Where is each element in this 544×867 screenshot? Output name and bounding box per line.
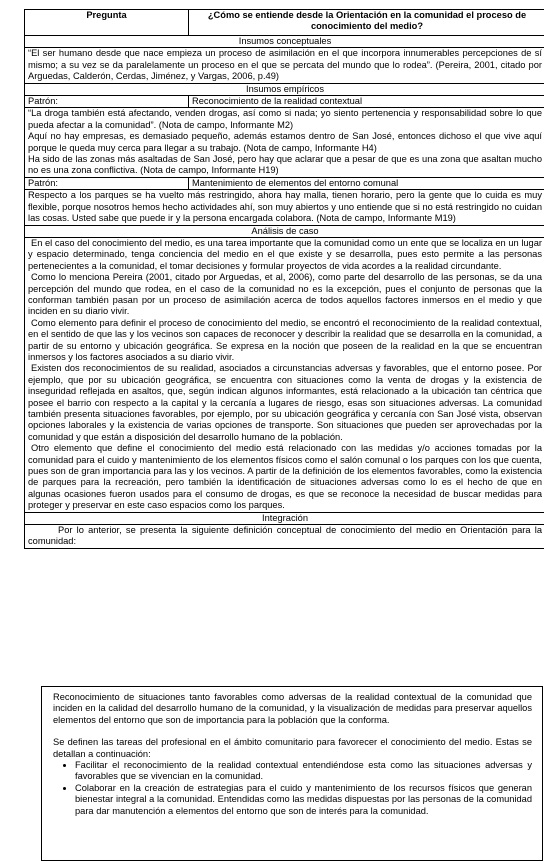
section-row — [25, 83, 544, 95]
spacer — [53, 726, 532, 737]
table-header-row — [25, 10, 544, 36]
section-content-row — [25, 190, 544, 225]
tasks-intro: Se definen las tareas del profesional en el ámbito comunitario para favorecer el conocimiento del medio. Estas se detallan a continuación: — [53, 737, 532, 759]
analysis-paragraph: En el caso del conocimiento del medio, es una tarea importante que la comunidad como un ente que se localiza en un lugar y espacio determinado, tenga conciencia del medio en el que existe y se desarrolla, pues esto permite a las personas pertenecientes a la comunidad, el tomar decisiones y formular proyectos de vida acordes a la realidad circundante. — [28, 237, 542, 271]
tasks-list — [53, 760, 532, 817]
field-note-quote: Ha sido de las zonas más asaltadas de San José, pero hay que aclarar que a pesar de que es una zona que asaltan mucho no es una zona conflictiva. (Nota de campo, Informante H19) — [28, 154, 542, 176]
section-content-row — [25, 108, 544, 177]
analysis-paragraph: Como elemento para definir el proceso de conocimiento del medio, se encontró el reconocimiento de la realidad contextual, en el sentido de que las y los vecinos son capaces de reconocer y describir la realidad que se desarrolla en la comunidad, a partir de su entorno y ubicación geográfica. Se expresa en la noción que poseen de la realidad en la que se encuentran inmersos y los factores asociados a su diario vivir. — [28, 317, 542, 362]
pattern-quotes — [25, 108, 544, 177]
insumos-conceptuales-text: “El ser humano desde que nace empieza un proceso de asimilación en el que incorpora innumerables percepciones de sí mismo; a su vez se da paralelamente un proceso en el que se percata del mundo que lo rodea”. (Pereira, 2001, citado por Arguedas, Calderón, Cerdas, Jiménez, y Vargas, 2006, p.49) — [25, 48, 544, 83]
header-question-label: Pregunta — [25, 10, 189, 36]
analysis-paragraph: Existen dos reconocimientos de su realidad, asociados a circunstancias adversas y favorables, que el entorno posee. Por ejemplo, que por su ubicación geográfica, se encuentra con situaciones como la venta de drogas y la existencia de inseguridad reflejada en asaltos, que, según indican algunos informantes, está relacionado a la ubicación tan céntrica que posee el barrio con respecto a la capital y la cercanía a lugares de riesgo, esas son situaciones adversas. La comunidad también presenta situaciones favorables, por ejemplo, por su ubicación geográfica y cercanía con San José vista, observan opciones laborales y la existencia de varias opciones de transporte. Son situaciones que pueden ser aprovechadas por la comunidad y que están a disposición del desarrollo humano de la población. — [28, 363, 542, 442]
insumos-conceptuales-heading: Insumos conceptuales — [25, 36, 544, 48]
pattern-label: Patrón: — [25, 177, 189, 189]
field-note-quote: “La droga también está afectando, venden drogas, así como si nada; yo siento pertenencia y responsabilidad sobre lo que pueda afectar a la comunidad”. (Nota de campo, Informante M2) — [28, 108, 542, 130]
section-content-row — [25, 237, 544, 512]
analysis-table — [24, 9, 544, 549]
section-content-row — [25, 525, 544, 549]
analysis-paragraph: Otro elemento que define el conocimiento del medio está relacionado con las medidas y/o acciones tomadas por la comunidad para el cuido y mantenimiento de los elementos físicos como el salón comunal o los parques con los que cuenta, pues son de gran importancia para las y los vecinos. A partir de la definición de los elementos favorables, como la existencia de parques para la recreación, pero también la identificación de situaciones adversas como lo es el hecho de que en algunas ocasiones fueron usados para el consumo de drogas, es que se reconoce la necesidad de buscar medidas para proteger y preservar en este caso espacios como los parques. — [28, 443, 542, 511]
pattern-value: Reconocimiento de la realidad contextual — [189, 96, 544, 108]
section-row — [25, 225, 544, 237]
analisis-heading: Análisis de caso — [25, 225, 544, 237]
analysis-paragraph: Como lo menciona Pereira (2001, citado por Arguedas, et al, 2006), como parte del desarrollo de las personas, se da una percepción del mundo que rodea, en el caso de la comunidad no es la excepción, pues el conjunto de personas que la conforman también pasan por un proceso de asimilación acerca de todos aquellos factores inmersos en el medio y que inciden en su diario vivir. — [28, 272, 542, 317]
section-row — [25, 36, 544, 48]
pattern-label: Patrón: — [25, 96, 189, 108]
pattern-value: Mantenimiento de elementos del entorno comunal — [189, 177, 544, 189]
analisis-body — [25, 237, 544, 512]
integracion-heading: Integración — [25, 512, 544, 524]
field-note-quote: Respecto a los parques se ha vuelto más restringido, ahora hay malla, tienen horario, pero la gente que lo cuida es muy flexible, porque nosotros hemos hecho actividades ahí, son muy abiertos y uno entiende que si no está restringido no cuidan las cosas. Usted sabe que puede ir y la persona encargada colabora. (Nota de campo, Informante M19) — [25, 190, 544, 225]
section-content-row — [25, 48, 544, 83]
definition-box — [41, 686, 543, 861]
pattern-row — [25, 177, 544, 189]
header-question-text: ¿Cómo se entiende desde la Orientación en la comunidad el proceso de conocimiento del medio? — [189, 10, 544, 36]
pattern-row — [25, 96, 544, 108]
definition-text: Reconocimiento de situaciones tanto favorables como adversas de la realidad contextual de la comunidad que inciden en la calidad del desarrollo humano de la comunidad, y la visualización de medidas para preservar aquellos elementos del entorno que son de importancia para la población que la conforma. — [53, 692, 532, 725]
section-row — [25, 512, 544, 524]
list-item: • Colaborar en la creación de estrategias para el cuido y mantenimiento de los recursos físicos que generan bienestar integral a la comunidad. Entendidas como las medidas dispuestas por las personas de la comunidad para dar manutención a elementos del entorno que son de interés para la comunidad. — [75, 783, 532, 817]
integracion-text: Por lo anterior, se presenta la siguiente definición conceptual de conocimiento del medio en Orientación para la comunidad: — [25, 525, 544, 549]
list-item: • Facilitar el reconocimiento de la realidad contextual entendiéndose esta como las situaciones adversas y favorables que se vivencian en la comunidad. — [75, 760, 532, 783]
insumos-empiricos-heading: Insumos empíricos — [25, 83, 544, 95]
field-note-quote: Aquí no hay empresas, es demasiado pequeño, además estamos dentro de San José, entonces dichoso el que vive aquí porque le queda muy cerca para llegar a su trabajo. (Nota de campo, Informante H4) — [28, 131, 542, 153]
